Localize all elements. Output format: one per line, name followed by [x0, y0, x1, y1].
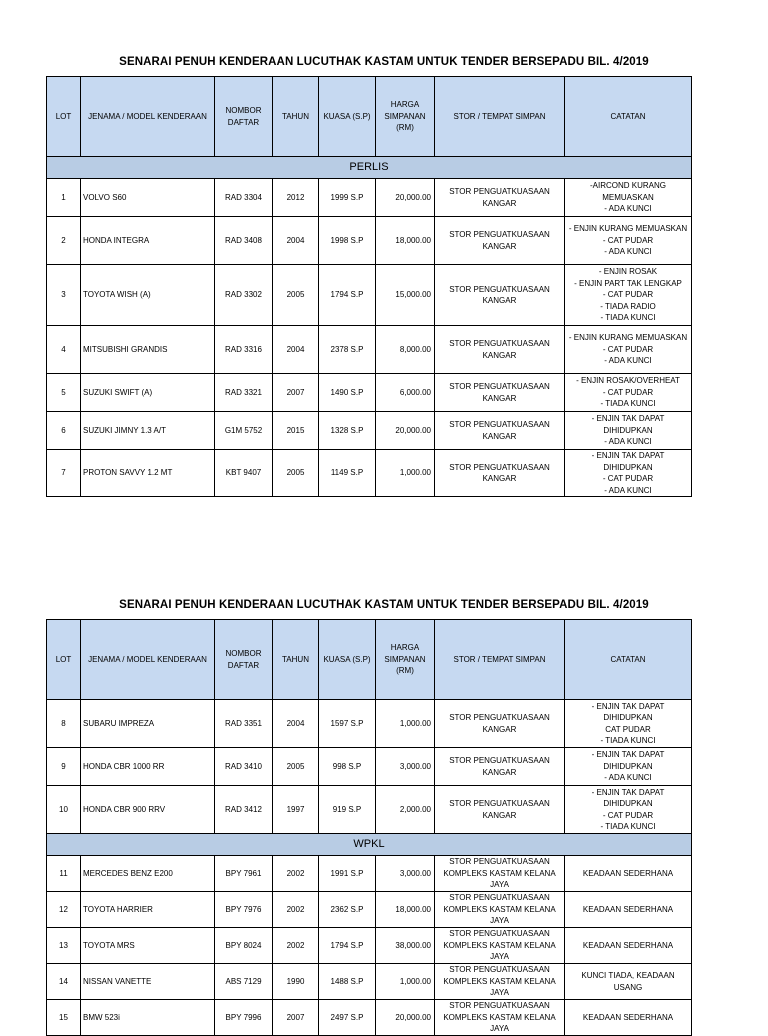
year-cell: 2002 [273, 856, 319, 892]
plate-cell: BPY 7976 [215, 892, 273, 928]
notes-cell [565, 326, 692, 374]
notes-cell [565, 265, 692, 326]
table-row [47, 892, 692, 928]
lot-cell: 7 [47, 450, 81, 497]
notes-line: DIHIDUPKAN [603, 425, 653, 435]
plate-cell: RAD 3302 [215, 265, 273, 326]
model-cell: PROTON SAVVY 1.2 MT [81, 450, 215, 497]
notes-line: - ADA KUNCI [604, 204, 652, 214]
header-row [47, 620, 692, 700]
price-cell: 6,000.00 [376, 374, 435, 412]
header-store: STOR / TEMPAT SIMPAN [435, 77, 565, 157]
plate-cell: G1M 5752 [215, 412, 273, 450]
price-cell: 1,000.00 [376, 964, 435, 1000]
notes-cell [565, 412, 692, 450]
notes-line: CAT PUDAR [605, 724, 651, 734]
store-cell [435, 786, 565, 834]
store-line: KANGAR [482, 296, 517, 305]
notes-line: - CAT PUDAR [602, 290, 654, 300]
store-line: JAYA [490, 988, 509, 998]
notes-line: KEADAAN SEDERHANA [582, 904, 674, 914]
plate-cell: RAD 3316 [215, 326, 273, 374]
price-cell: 3,000.00 [376, 748, 435, 786]
store-line: STOR PENGUATKUASAAN [449, 284, 550, 294]
store-cell [435, 700, 565, 748]
notes-line: - ENJIN TAK DAPAT [591, 787, 665, 797]
cc-cell: 1488 S.P [319, 964, 376, 1000]
header-plate [215, 620, 273, 700]
lot-cell: 3 [47, 265, 81, 326]
document-title-2: SENARAI PENUH KENDERAAN LUCUTHAK KASTAM UNTUK TENDER BERSEPADU BIL. 4/2019 [119, 599, 649, 611]
lot-cell: 1 [47, 179, 81, 217]
header-store: STOR / TEMPAT SIMPAN [435, 620, 565, 700]
model-cell: NISSAN VANETTE [81, 964, 215, 1000]
model-cell: TOYOTA HARRIER [81, 892, 215, 928]
store-line: KANGAR [482, 393, 517, 403]
notes-line: MEMUASKAN [602, 192, 654, 202]
cc-cell: 2378 S.P [319, 326, 376, 374]
store-line: STOR PENGUATKUASAAN [449, 965, 550, 975]
year-cell: 2004 [273, 217, 319, 265]
plate-cell: RAD 3304 [215, 179, 273, 217]
price-cell: 8,000.00 [376, 326, 435, 374]
model-cell: MITSUBISHI GRANDIS [81, 326, 215, 374]
notes-cell [565, 374, 692, 412]
store-line: KANGAR [482, 431, 517, 441]
notes-line: - TIADA KUNCI [600, 736, 656, 745]
notes-line: - ADA KUNCI [604, 437, 652, 447]
header-price-line: SIMPANAN [384, 111, 426, 121]
notes-line: KEADAAN SEDERHANA [582, 868, 674, 878]
header-price-line: HARGA [390, 100, 420, 110]
notes-cell [565, 964, 692, 1000]
store-line: KOMPLEKS KASTAM KELANA [443, 940, 556, 950]
table-row [47, 412, 692, 450]
price-cell: 18,000.00 [376, 892, 435, 928]
year-cell: 2004 [273, 700, 319, 748]
year-cell: 2005 [273, 748, 319, 786]
notes-line: - ADA KUNCI [604, 356, 652, 366]
region-label: PERLIS [47, 157, 692, 179]
price-cell: 18,000.00 [376, 217, 435, 265]
store-line: STOR PENGUATKUASAAN [449, 420, 550, 429]
lot-cell: 5 [47, 374, 81, 412]
header-price [376, 77, 435, 157]
notes-cell [565, 748, 692, 786]
year-cell: 2015 [273, 412, 319, 450]
header-price-line: SIMPANAN [384, 654, 426, 664]
model-cell: MERCEDES BENZ E200 [81, 856, 215, 892]
notes-line: DIHIDUPKAN [603, 761, 653, 771]
store-line: STOR PENGUATKUASAAN [449, 929, 550, 939]
model-cell: HONDA INTEGRA [81, 217, 215, 265]
store-cell [435, 928, 565, 964]
price-cell: 20,000.00 [376, 412, 435, 450]
price-cell: 38,000.00 [376, 928, 435, 964]
model-cell: HONDA CBR 1000 RR [81, 748, 215, 786]
store-line: KANGAR [482, 198, 517, 208]
table-row [47, 265, 692, 326]
model-cell: HONDA CBR 900 RRV [81, 786, 215, 834]
store-cell [435, 179, 565, 217]
model-cell: SUZUKI SWIFT (A) [81, 374, 215, 412]
notes-line: - ADA KUNCI [604, 773, 652, 783]
notes-line: - TIADA KUNCI [600, 399, 656, 409]
region-row-perlis [47, 157, 692, 179]
lot-cell: 12 [47, 892, 81, 928]
year-cell: 2007 [273, 374, 319, 412]
table-row [47, 700, 692, 748]
header-plate-line: NOMBOR [225, 649, 262, 658]
header-plate-line: DAFTAR [227, 117, 260, 127]
plate-cell: ABS 7129 [215, 964, 273, 1000]
price-cell: 20,000.00 [376, 179, 435, 217]
year-cell: 1997 [273, 786, 319, 834]
store-line: KANGAR [482, 241, 517, 251]
model-cell: SUBARU IMPREZA [81, 700, 215, 748]
cc-cell: 1149 S.P [319, 450, 376, 497]
table-row [47, 450, 692, 497]
notes-line: - TIADA RADIO [600, 301, 656, 311]
lot-cell: 4 [47, 326, 81, 374]
header-notes: CATATAN [565, 620, 692, 700]
notes-line: DIHIDUPKAN [603, 462, 653, 472]
store-line: STOR PENGUATKUASAAN [449, 382, 550, 391]
notes-cell [565, 892, 692, 928]
plate-cell: BPY 8024 [215, 928, 273, 964]
cc-cell: 2497 S.P [319, 1000, 376, 1036]
price-cell: 3,000.00 [376, 856, 435, 892]
model-cell: SUZUKI JIMNY 1.3 A/T [81, 412, 215, 450]
notes-line: DIHIDUPKAN [603, 799, 653, 808]
notes-line: - CAT PUDAR [602, 344, 654, 354]
store-line: STOR PENGUATKUASAAN [449, 230, 550, 239]
cc-cell: 1328 S.P [319, 412, 376, 450]
table-row [47, 326, 692, 374]
year-cell: 2004 [273, 326, 319, 374]
price-cell: 15,000.00 [376, 265, 435, 326]
plate-cell: KBT 9407 [215, 450, 273, 497]
store-line: STOR PENGUATKUASAAN [449, 799, 550, 808]
store-line: KANGAR [482, 724, 517, 734]
header-year: TAHUN [273, 620, 319, 700]
table-row [47, 374, 692, 412]
notes-line: - ENJIN PART TAK LENGKAP [574, 278, 682, 288]
model-cell: BMW 523i [81, 1000, 215, 1036]
notes-cell [565, 179, 692, 217]
vehicle-table-1 [46, 76, 692, 497]
cc-cell: 1490 S.P [319, 374, 376, 412]
cc-cell: 998 S.P [319, 748, 376, 786]
lot-cell: 9 [47, 748, 81, 786]
notes-line: - ENJIN KURANG MEMUASKAN [568, 333, 688, 343]
lot-cell: 8 [47, 700, 81, 748]
lot-cell: 15 [47, 1000, 81, 1036]
store-line: KANGAR [482, 350, 517, 360]
store-line: KANGAR [482, 810, 517, 820]
year-cell: 1990 [273, 964, 319, 1000]
store-line: STOR PENGUATKUASAAN [449, 187, 550, 196]
store-cell [435, 374, 565, 412]
notes-line: - ENJIN ROSAK/OVERHEAT [576, 376, 680, 386]
notes-line: - ENJIN TAK DAPAT [591, 750, 665, 760]
lot-cell: 11 [47, 856, 81, 892]
year-cell: 2007 [273, 1000, 319, 1036]
table-row [47, 748, 692, 786]
notes-line: KEADAAN SEDERHANA [582, 940, 674, 950]
header-plate [215, 77, 273, 157]
notes-cell [565, 700, 692, 748]
table-row [47, 217, 692, 265]
lot-cell: 10 [47, 786, 81, 834]
document-title-1: SENARAI PENUH KENDERAAN LUCUTHAK KASTAM UNTUK TENDER BERSEPADU BIL. 4/2019 [119, 56, 649, 68]
store-line: JAYA [490, 916, 509, 926]
header-plate-line: NOMBOR [225, 106, 262, 115]
cc-cell: 1991 S.P [319, 856, 376, 892]
store-line: STOR PENGUATKUASAAN [449, 857, 550, 867]
table-row [47, 928, 692, 964]
store-cell [435, 964, 565, 1000]
store-line: KOMPLEKS KASTAM KELANA [443, 976, 556, 986]
plate-cell: RAD 3412 [215, 786, 273, 834]
header-plate-line: DAFTAR [227, 660, 260, 670]
cc-cell: 2362 S.P [319, 892, 376, 928]
notes-line: - ENJIN TAK DAPAT [591, 451, 665, 460]
store-line: KOMPLEKS KASTAM KELANA [443, 1012, 556, 1022]
plate-cell: BPY 7961 [215, 856, 273, 892]
header-lot: LOT [47, 620, 81, 700]
header-model: JENAMA / MODEL KENDERAAN [81, 77, 215, 157]
header-model: JENAMA / MODEL KENDERAAN [81, 620, 215, 700]
year-cell: 2002 [273, 928, 319, 964]
header-price-line: HARGA [390, 643, 420, 653]
store-cell [435, 748, 565, 786]
store-cell [435, 326, 565, 374]
model-cell: TOYOTA MRS [81, 928, 215, 964]
notes-line: - ENJIN TAK DAPAT [591, 414, 665, 424]
vehicle-table-2 [46, 619, 692, 1036]
notes-line: - CAT PUDAR [602, 474, 654, 483]
plate-cell: BPY 7996 [215, 1000, 273, 1036]
header-year: TAHUN [273, 77, 319, 157]
header-cc: KUASA (S.P) [319, 77, 376, 157]
lot-cell: 14 [47, 964, 81, 1000]
notes-cell [565, 856, 692, 892]
notes-cell [565, 450, 692, 497]
region-label: WPKL [47, 834, 692, 856]
cc-cell: 1999 S.P [319, 179, 376, 217]
notes-line: - ADA KUNCI [604, 485, 652, 495]
store-cell [435, 217, 565, 265]
price-cell: 2,000.00 [376, 786, 435, 834]
notes-line: - ENJIN ROSAK [598, 267, 658, 277]
notes-cell [565, 1000, 692, 1036]
store-line: KANGAR [482, 767, 517, 777]
notes-line: DIHIDUPKAN [603, 713, 653, 722]
year-cell: 2005 [273, 265, 319, 326]
header-lot: LOT [47, 77, 81, 157]
store-line: STOR PENGUATKUASAAN [449, 339, 550, 348]
cc-cell: 1998 S.P [319, 217, 376, 265]
notes-line: - ADA KUNCI [604, 247, 652, 257]
notes-line: - ENJIN KURANG MEMUASKAN [568, 224, 688, 234]
store-line: KOMPLEKS KASTAM KELANA [443, 904, 556, 914]
store-line: STOR PENGUATKUASAAN [449, 893, 550, 903]
header-cc: KUASA (S.P) [319, 620, 376, 700]
region-row-wpkl [47, 834, 692, 856]
header-price-line: (RM) [396, 123, 414, 133]
notes-cell [565, 786, 692, 834]
year-cell: 2002 [273, 892, 319, 928]
model-cell: TOYOTA WISH (A) [81, 265, 215, 326]
store-line: STOR PENGUATKUASAAN [449, 756, 550, 765]
table-row [47, 786, 692, 834]
store-line: STOR PENGUATKUASAAN [449, 713, 550, 722]
store-cell [435, 265, 565, 326]
price-cell: 1,000.00 [376, 450, 435, 497]
store-cell [435, 412, 565, 450]
store-cell [435, 856, 565, 892]
plate-cell: RAD 3321 [215, 374, 273, 412]
table-row [47, 856, 692, 892]
header-row [47, 77, 692, 157]
notes-line: -AIRCOND KURANG [589, 181, 666, 191]
year-cell: 2005 [273, 450, 319, 497]
lot-cell: 2 [47, 217, 81, 265]
store-line: JAYA [490, 952, 509, 962]
model-cell: VOLVO S60 [81, 179, 215, 217]
plate-cell: RAD 3410 [215, 748, 273, 786]
table-row [47, 1000, 692, 1036]
notes-line: - TIADA KUNCI [600, 822, 656, 831]
table-row [47, 179, 692, 217]
cc-cell: 1794 S.P [319, 265, 376, 326]
cc-cell: 1794 S.P [319, 928, 376, 964]
header-price [376, 620, 435, 700]
notes-line: - CAT PUDAR [602, 810, 654, 820]
lot-cell: 13 [47, 928, 81, 964]
header-price-line: (RM) [396, 666, 414, 676]
store-cell [435, 450, 565, 497]
table-row [47, 964, 692, 1000]
store-line: JAYA [490, 880, 509, 890]
price-cell: 20,000.00 [376, 1000, 435, 1036]
header-notes: CATATAN [565, 77, 692, 157]
store-cell [435, 1000, 565, 1036]
notes-line: KUNCI TIADA, KEADAAN USANG [581, 971, 675, 992]
notes-cell [565, 217, 692, 265]
store-line: KANGAR [482, 474, 517, 483]
year-cell: 2012 [273, 179, 319, 217]
store-line: STOR PENGUATKUASAAN [449, 1001, 550, 1011]
notes-line: - ENJIN TAK DAPAT [591, 701, 665, 711]
cc-cell: 1597 S.P [319, 700, 376, 748]
plate-cell: RAD 3408 [215, 217, 273, 265]
notes-line: - TIADA KUNCI [600, 313, 656, 323]
price-cell: 1,000.00 [376, 700, 435, 748]
notes-cell [565, 928, 692, 964]
plate-cell: RAD 3351 [215, 700, 273, 748]
store-line: JAYA [490, 1024, 509, 1034]
notes-line: - CAT PUDAR [602, 235, 654, 245]
cc-cell: 919 S.P [319, 786, 376, 834]
store-line: STOR PENGUATKUASAAN [449, 462, 550, 472]
store-cell [435, 892, 565, 928]
notes-line: KEADAAN SEDERHANA [582, 1012, 674, 1022]
lot-cell: 6 [47, 412, 81, 450]
notes-line: - CAT PUDAR [602, 387, 654, 397]
store-line: KOMPLEKS KASTAM KELANA [443, 868, 556, 878]
